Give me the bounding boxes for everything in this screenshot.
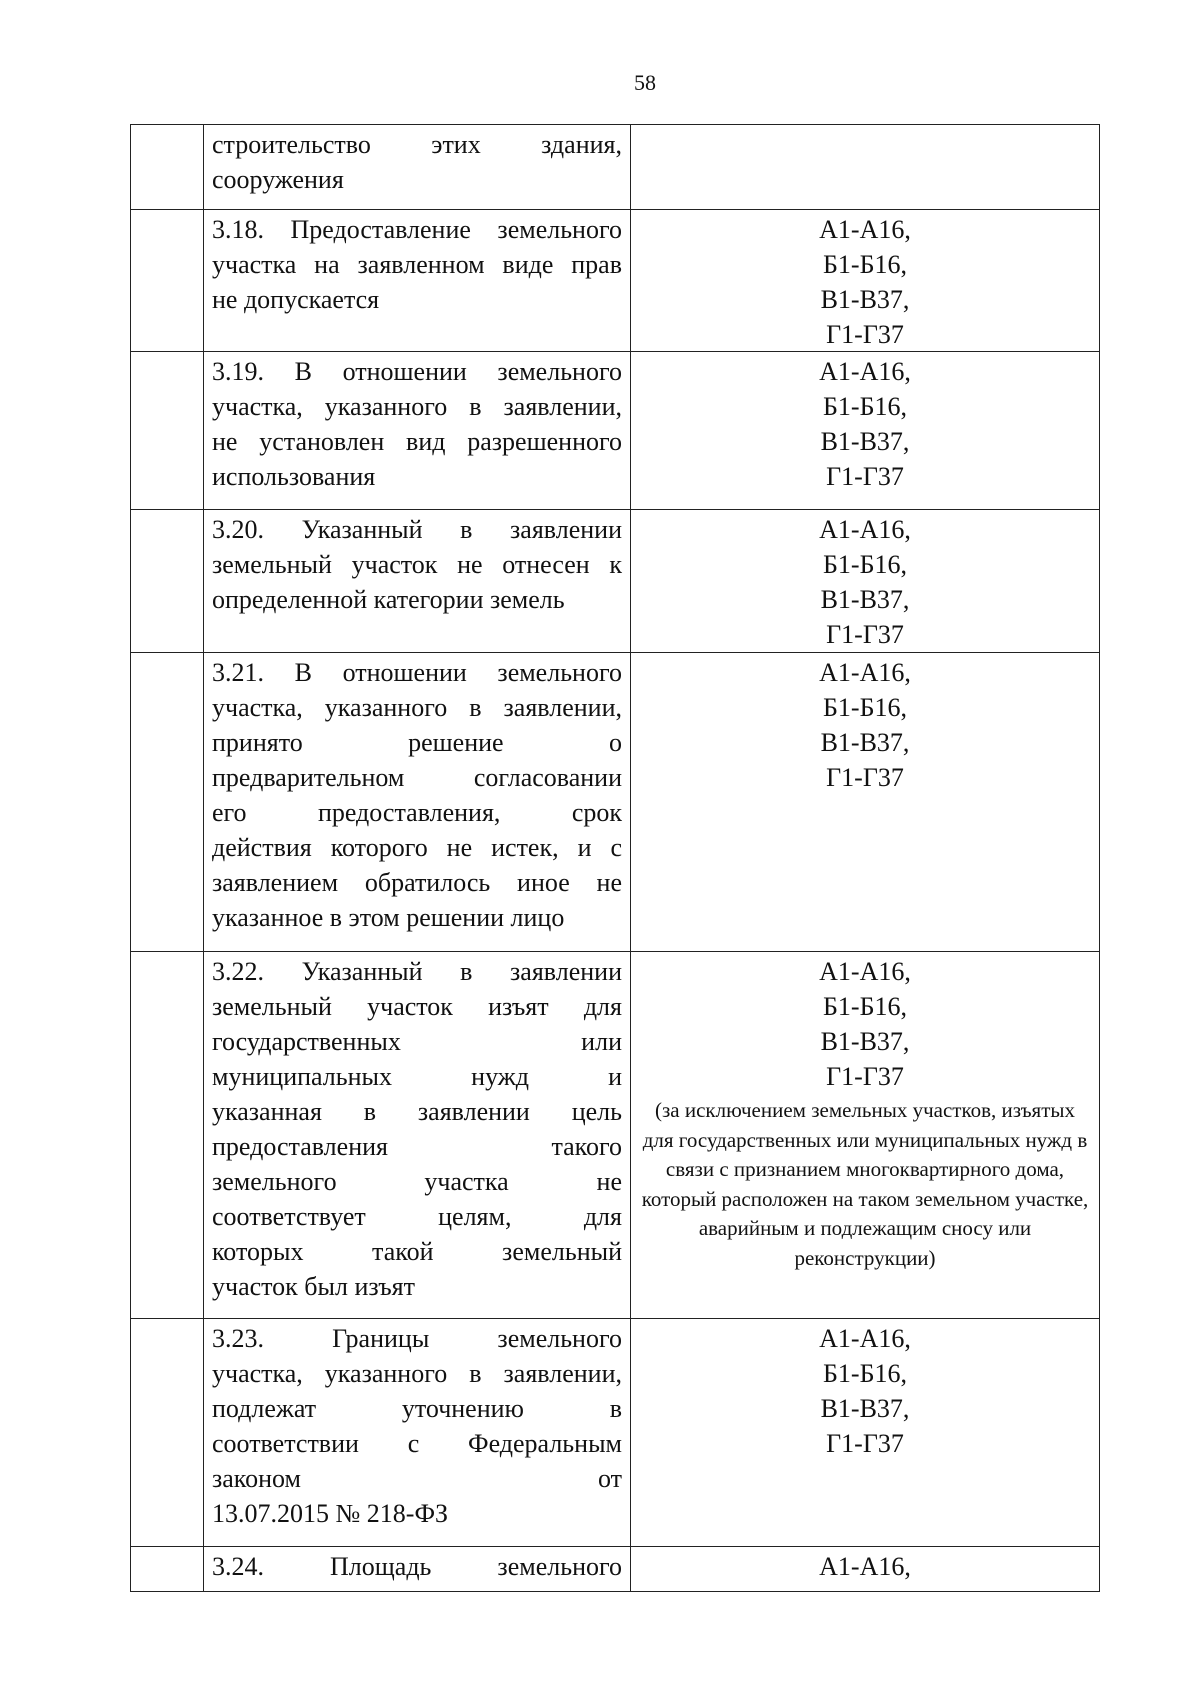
description-line: указанное в этом решении лицо	[212, 903, 565, 932]
number-cell	[131, 352, 204, 509]
code-range: В1-В37,	[820, 728, 910, 757]
description-line: предварительном согласовании	[212, 763, 622, 792]
code-range: В1-В37,	[820, 585, 910, 614]
description-line: 3.22. Указанный в заявлении	[212, 957, 622, 986]
table-row	[131, 510, 1099, 653]
description-line: участка, указанного в заявлении,	[212, 1359, 622, 1388]
description-line: строительство этих здания,	[212, 130, 622, 159]
code-range: А1-А16,	[819, 357, 911, 386]
page-number: 58	[634, 70, 656, 95]
code-range: В1-В37,	[820, 285, 910, 314]
code-range: А1-А16,	[819, 1324, 911, 1353]
code-range: Б1-Б16,	[822, 392, 908, 421]
number-cell	[131, 952, 204, 1318]
description-line: подлежат уточнению в	[212, 1394, 622, 1423]
description-line: участка, указанного в заявлении,	[212, 693, 622, 722]
codes-cell	[631, 125, 1099, 209]
description-line: использования	[212, 462, 376, 491]
description-line: заявлением обратилось иное не	[212, 868, 622, 897]
code-range: Г1-Г37	[826, 763, 904, 792]
description-line: принято решение о	[212, 728, 622, 757]
code-range: В1-В37,	[820, 1027, 910, 1056]
number-cell	[131, 125, 204, 209]
code-range: В1-В37,	[820, 427, 910, 456]
description-line: 3.24. Площадь земельного	[212, 1552, 622, 1581]
number-cell	[131, 210, 204, 351]
description-line: его предоставления, срок	[212, 798, 622, 827]
code-range: В1-В37,	[820, 1394, 910, 1423]
requirements-table	[130, 124, 1100, 1592]
codes-cell	[631, 653, 1099, 951]
description-line: определенной категории земель	[212, 585, 565, 614]
code-range: А1-А16,	[819, 515, 911, 544]
number-cell	[131, 510, 204, 652]
table-row	[131, 125, 1099, 210]
code-range: Б1-Б16,	[822, 693, 908, 722]
number-cell	[131, 1319, 204, 1546]
description-cell	[204, 210, 631, 351]
description-cell	[204, 125, 631, 209]
description-line: 3.20. Указанный в заявлении	[212, 515, 622, 544]
code-range: А1-А16,	[819, 215, 911, 244]
code-range: Б1-Б16,	[822, 1359, 908, 1388]
description-line: 13.07.2015 № 218-ФЗ	[212, 1499, 449, 1528]
description-line: соответствии с Федеральным	[212, 1429, 622, 1458]
table-row	[131, 952, 1099, 1319]
description-line: 3.18. Предоставление земельного	[212, 215, 622, 244]
description-line: которых такой земельный	[212, 1237, 622, 1266]
description-line: не установлен вид разрешенного	[212, 427, 622, 456]
code-range: Г1-Г37	[826, 320, 904, 349]
codes-cell	[631, 1319, 1099, 1546]
code-range: Б1-Б16,	[822, 550, 908, 579]
table-row	[131, 210, 1099, 352]
number-cell	[131, 1547, 204, 1591]
code-range: Г1-Г37	[826, 462, 904, 491]
description-cell	[204, 352, 631, 509]
description-cell	[204, 952, 631, 1318]
description-line: участок был изъят	[212, 1272, 415, 1301]
codes-cell	[631, 210, 1099, 351]
number-cell	[131, 653, 204, 951]
codes-cell	[631, 952, 1099, 1318]
codes-cell	[631, 352, 1099, 509]
table-row	[131, 1547, 1099, 1591]
exception-note: (за исключением земельных участков, изъятых для государственных или муниципальных нужд в связи с признанием многоквартирного дома, который расположен на таком земельном участке, аварийным и подлежащим сносу или реконструкции)	[641, 1098, 1089, 1270]
table-row	[131, 653, 1099, 952]
description-line: законом от	[212, 1464, 622, 1493]
description-line: указанная в заявлении цель	[212, 1097, 622, 1126]
description-line: 3.23. Границы земельного	[212, 1324, 622, 1353]
table-row	[131, 1319, 1099, 1547]
code-range: Б1-Б16,	[822, 992, 908, 1021]
description-line: действия которого не истек, и с	[212, 833, 622, 862]
code-range: А1-А16,	[819, 1552, 911, 1581]
description-line: не допускается	[212, 285, 380, 314]
description-line: земельный участок не отнесен к	[212, 550, 622, 579]
description-line: государственных или	[212, 1027, 622, 1056]
code-range: А1-А16,	[819, 957, 911, 986]
codes-cell	[631, 1547, 1099, 1591]
description-line: муниципальных нужд и	[212, 1062, 622, 1091]
description-line: участка, указанного в заявлении,	[212, 392, 622, 421]
description-line: соответствует целям, для	[212, 1202, 622, 1231]
code-range: Б1-Б16,	[822, 250, 908, 279]
code-range: А1-А16,	[819, 658, 911, 687]
description-line: 3.19. В отношении земельного	[212, 357, 622, 386]
description-cell	[204, 510, 631, 652]
codes-cell	[631, 510, 1099, 652]
description-line: сооружения	[212, 165, 344, 194]
code-range: Г1-Г37	[826, 1429, 904, 1458]
description-line: участка на заявленном виде прав	[212, 250, 622, 279]
description-line: земельный участок изъят для	[212, 992, 622, 1021]
description-cell	[204, 653, 631, 951]
description-cell	[204, 1319, 631, 1546]
description-line: 3.21. В отношении земельного	[212, 658, 622, 687]
description-line: земельного участка не	[212, 1167, 622, 1196]
code-range: Г1-Г37	[826, 1062, 904, 1091]
table-row	[131, 352, 1099, 510]
description-cell	[204, 1547, 631, 1591]
code-range: Г1-Г37	[826, 620, 904, 649]
description-line: предоставления такого	[212, 1132, 622, 1161]
